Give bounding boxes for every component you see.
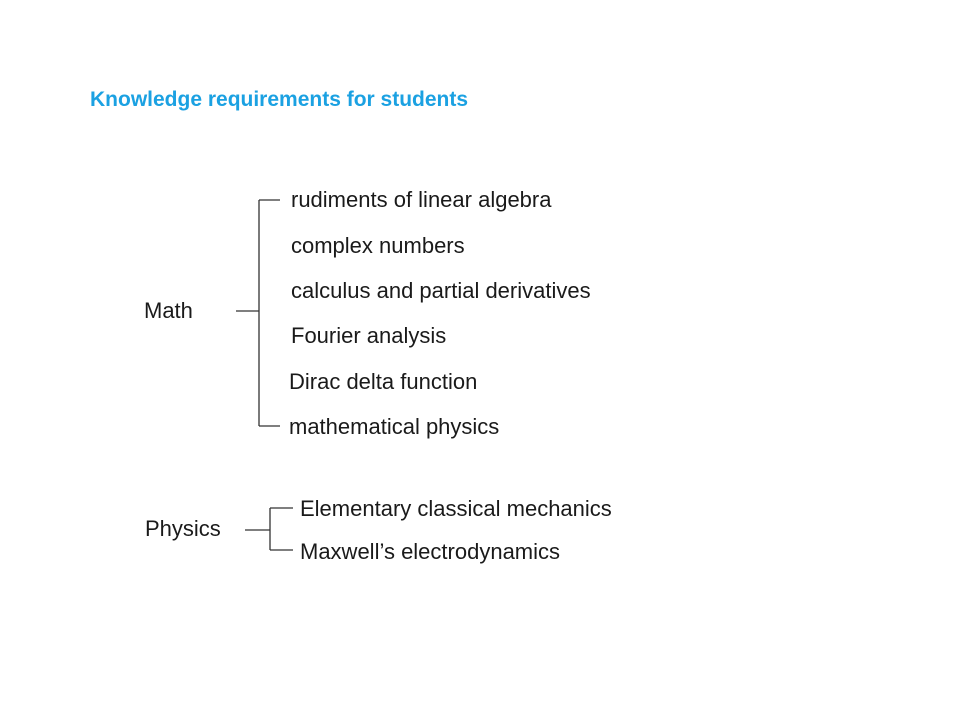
math-item: calculus and partial derivatives [291, 278, 591, 303]
math-item: Dirac delta function [289, 369, 478, 394]
math-item: complex numbers [291, 233, 465, 258]
physics-item: Elementary classical mechanics [300, 496, 612, 521]
slide-title: Knowledge requirements for students [90, 88, 469, 111]
math-item: Fourier analysis [291, 323, 447, 348]
math-item: rudiments of linear algebra [291, 187, 552, 212]
physics-item: Maxwell’s electrodynamics [300, 539, 561, 564]
group-label-math: Math [144, 298, 193, 323]
math-item: mathematical physics [289, 414, 500, 439]
group-label-physics: Physics [145, 516, 221, 541]
